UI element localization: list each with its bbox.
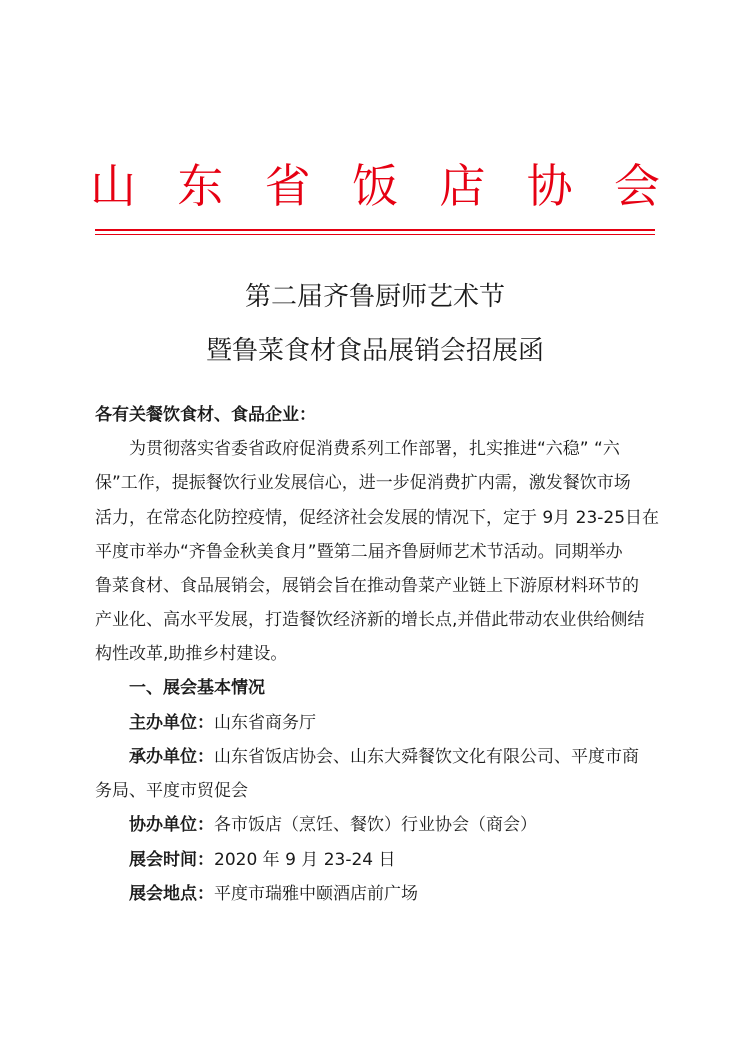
intro-line: 保”工作，提振餐饮行业发展信心，进一步促消费扩内需，激发餐饮市场 [95,473,631,493]
letterhead-char: 省 [264,159,311,213]
intro-line: 平度市举办“齐鲁金秋美食月”暨第二届齐鲁厨师艺术节活动。同期举办 [95,542,623,562]
venue-value: 平度市瑞雅中颐酒店前广场 [214,884,418,904]
organizer-label: 承办单位： [129,747,214,767]
host-value: 山东省商务厅 [214,713,316,733]
organizer-value: 山东省饭店协会、山东大舜餐饮文化有限公司、平度市商 [214,747,639,767]
letterhead-char: 协 [526,159,573,213]
section-heading: 一、展会基本情况 [129,678,265,698]
document-title-line-1: 第二届齐鲁厨师艺术节 [244,282,505,312]
organizer-value-continued: 务局、平度市贸促会 [95,781,248,801]
time-row [129,849,655,871]
host-row [129,712,655,734]
co-organizer-label: 协办单位： [129,815,214,835]
document-title-line-2: 暨鲁菜食材食品展销会招展函 [205,336,544,366]
co-organizer-row [129,814,655,836]
venue-label: 展会地点： [129,884,214,904]
letterhead-char: 饭 [351,159,398,213]
intro-line: 鲁菜食材、食品展销会，展销会旨在推动鲁菜产业链上下游原材料环节的 [95,576,639,596]
organizer-row [129,746,655,768]
time-label: 展会时间： [129,850,214,870]
letterhead-divider-thin [95,234,655,235]
intro-line: 产业化、高水平发展，打造餐饮经济新的增长点,并借此带动农业供给侧结 [95,610,645,630]
intro-line: 活力，在常态化防控疫情，促经济社会发展的情况下，定于 9月 23-25日在 [95,508,660,528]
time-value: 2020 年 9 月 23-24 日 [214,850,396,870]
letterhead-char: 店 [439,159,486,213]
letterhead-char: 东 [177,159,224,213]
intro-line: 为贯彻落实省委省政府促消费系列工作部署，扎实推进“六稳” “六 [129,439,620,459]
letterhead-divider-thick [95,229,655,231]
salutation: 各有关餐饮食材、食品企业： [95,405,316,425]
venue-row [129,883,655,905]
letterhead-char: 会 [613,159,660,213]
letterhead-char: 山 [90,159,136,213]
co-organizer-value: 各市饭店（烹饪、餐饮）行业协会（商会） [214,815,537,835]
intro-line: 构性改革,助推乡村建设。 [95,644,288,664]
letterhead-org-name [90,158,660,214]
host-label: 主办单位： [129,713,214,733]
